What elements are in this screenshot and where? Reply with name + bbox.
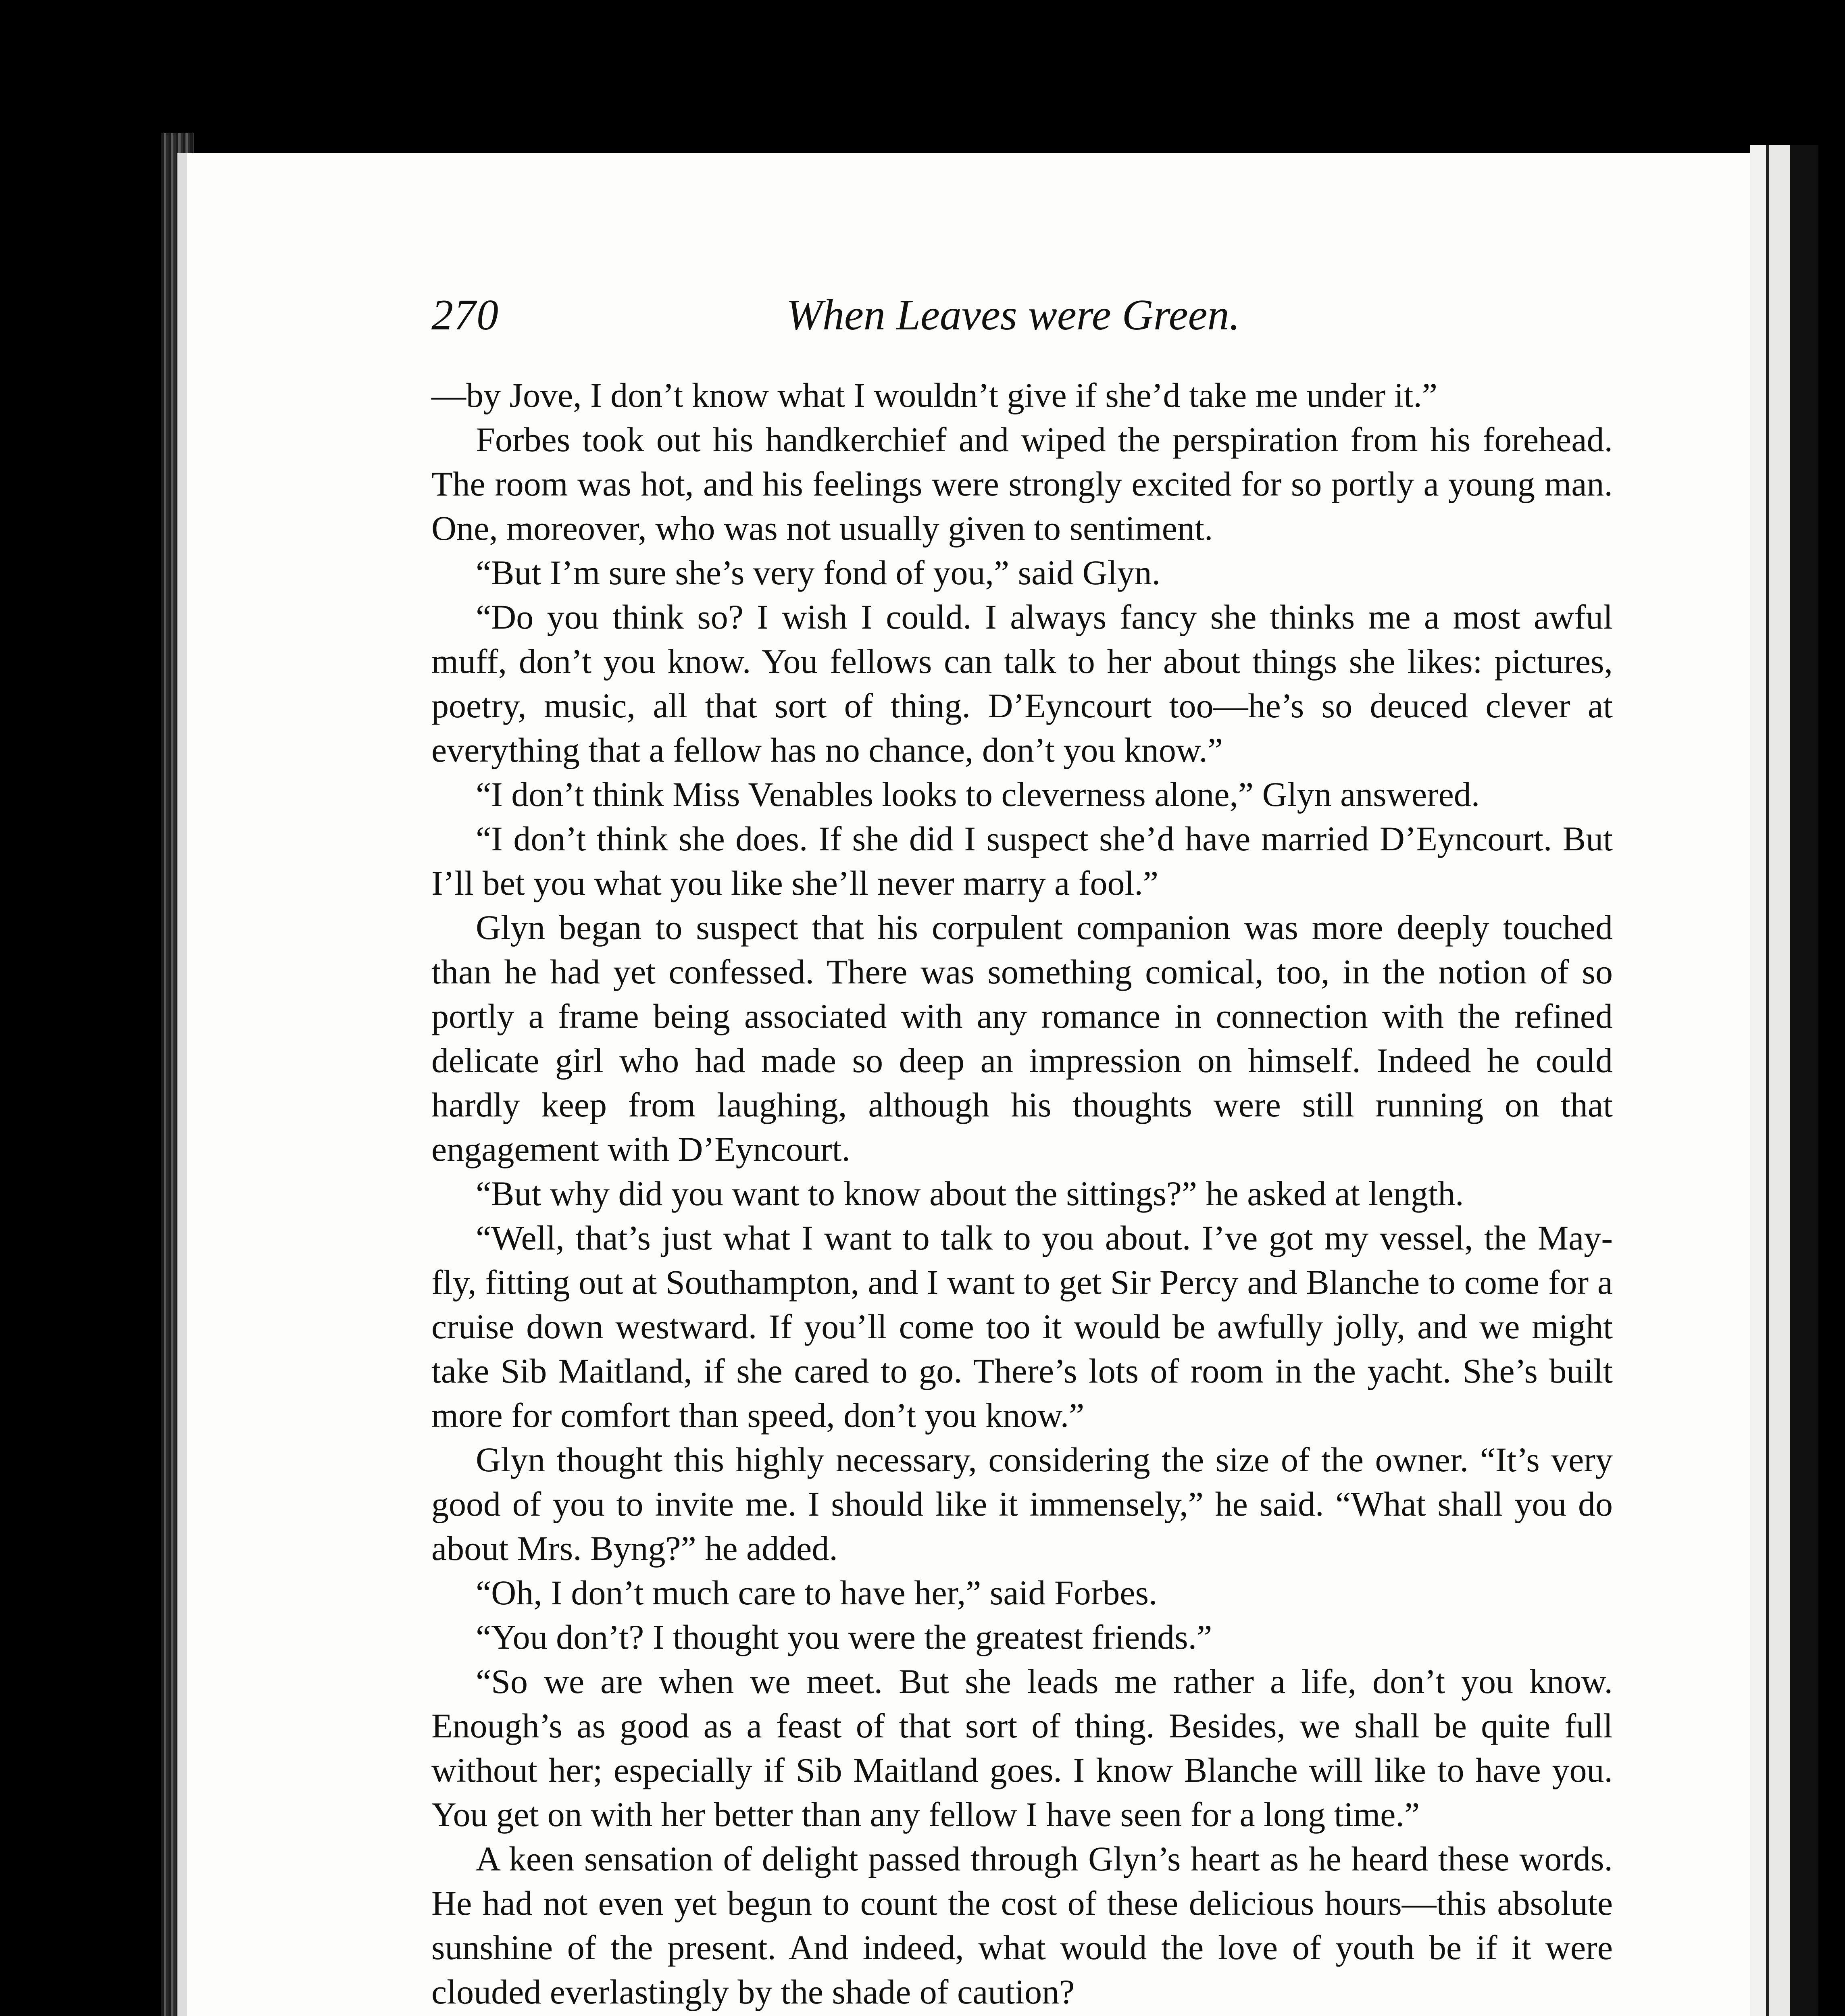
paragraph: “I don’t think she does. If she did I suspect she’d have married D’Eyncourt. But I’ll bet you what you like she’ll never marry a fool.” [431, 819, 1613, 902]
facing-page-edge [1750, 145, 1818, 2016]
paragraph: —by Jove, I don’t know what I wouldn’t give if she’d take me under it.” [431, 376, 1438, 414]
paragraph: “Oh, I don’t much care to have her,” said Forbes. [476, 1573, 1158, 1612]
paragraph: “Well, that’s just what I want to talk to you about. I’ve got my vessel, the May-fly, fitting out at Southampton, and I want to get Sir Percy and Blanche to come for a cruise down westward. If you’ll come too it would be awfully jolly, and we might take Sib Maitland, if she cared to go. There’s lots of room in the yacht. She’s built more for comfort than speed, don’t you know.” [431, 1218, 1613, 1435]
body-text [431, 373, 1613, 2014]
paragraph: Forbes took out his handkerchief and wiped the perspiration from his forehead. The room was hot, and his feelings were strongly excited for so portly a young man. One, moreover, who was not usually given to sentiment. [431, 420, 1613, 548]
paragraph: “You don’t? I thought you were the greatest friends.” [476, 1618, 1212, 1656]
paragraph: Glyn began to suspect that his corpulent companion was more deeply touched than he had yet confessed. There was something comical, too, in the notion of so portly a frame being associated with any romance in connection with the refined delicate girl who had made so deep an impression on himself. Indeed he could hardly keep from laughing, although his thoughts were still running on that engagement with D’Eyncourt. [431, 908, 1613, 1168]
paragraph: “I don’t think Miss Venables looks to cleverness alone,” Glyn answered. [476, 775, 1480, 814]
paragraph: “But why did you want to know about the sittings?” he asked at length. [476, 1174, 1464, 1213]
paragraph: A keen sensation of delight passed through Glyn’s heart as he heard these words. He had not even yet begun to count the cost of these delicious hours—this absolute sunshine of the present. And indeed, what would the love of youth be if it were clouded everlastingly by the shade of caution? [431, 1839, 1613, 2011]
page-header [431, 282, 1613, 355]
running-title: When Leaves were Green. [786, 291, 1240, 339]
page-number: 270 [431, 291, 499, 339]
paragraph: Glyn thought this highly necessary, considering the size of the owner. “It’s very good of you to invite me. I should like it immensely,” he said. “What shall you do about Mrs. Byng?” he added. [431, 1440, 1613, 1568]
paragraph: “Do you think so? I wish I could. I always fancy she thinks me a most awful muff, don’t you know. You fellows can talk to her about things she likes: pictures, poetry, music, all that sort of thing. D’Eyncourt too—he’s so deuced clever at everything that a fellow has no chance, don’t you know.” [431, 598, 1613, 769]
paragraph: “So we are when we meet. But she leads me rather a life, don’t you know. Enough’s as good as a feast of that sort of thing. Besides, we shall be quite full without her; especially if Sib Maitland goes. I know Blanche will like to have you. You get on with her better than any fellow I have seen for a long time.” [431, 1662, 1613, 1834]
paragraph: “But I’m sure she’s very fond of you,” said Glyn. [476, 553, 1161, 592]
